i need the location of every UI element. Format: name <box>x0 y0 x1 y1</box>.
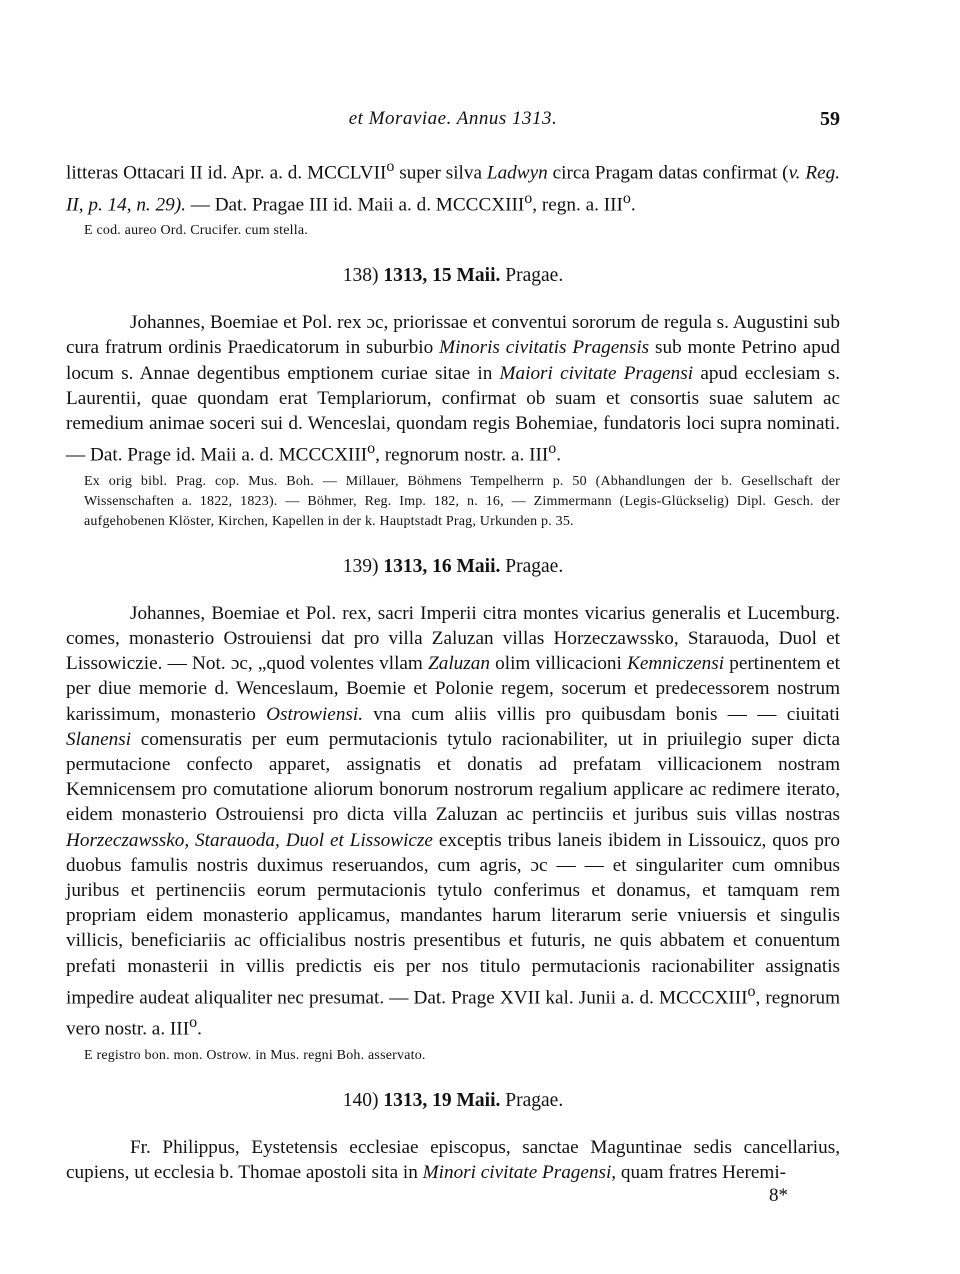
entry-number: 140) <box>342 1090 384 1112</box>
text-run: circa Pragam datas confirmat ( <box>547 162 789 184</box>
entry-paragraph-138 <box>66 310 840 468</box>
entry-number: 138) <box>342 265 384 287</box>
running-title: et Moraviae. Annus 1313. <box>348 108 558 129</box>
text-run: super silva <box>394 162 487 184</box>
entry-heading-138 <box>66 263 840 289</box>
superscript: o <box>367 440 376 458</box>
italic-run: Ladwyn <box>486 162 548 184</box>
superscript: o <box>548 440 557 458</box>
text-run: . <box>197 1018 202 1040</box>
superscript: o <box>622 189 631 207</box>
italic-run: Slanensi <box>66 728 132 750</box>
superscript: o <box>189 1014 198 1032</box>
entry-place: Pragae. <box>500 555 564 577</box>
text-run: , regnorum nostr. a. III <box>375 444 549 466</box>
source-note: Ex orig bibl. Prag. cop. Mus. Boh. — Millauer, Böhmens Tempelherrn p. 50 (Abhandlungen der b. Gesellschaft der Wissenschaften a. 1822, 1823). — Böhmer, Reg. Imp. 182, n. 16, — Zimmermann (Legis-Glückselig) Dipl. Gesch. der aufgehobenen Klöster, Kirchen, Kapellen in der k. Hauptstadt Prag, Urkunden p. 35. <box>84 473 840 529</box>
italic-run: v. Reg. II, p. 14, n. 29). <box>66 162 840 215</box>
page-number: 59 <box>820 108 840 130</box>
text-run: Johannes, Boemiae et Pol. rex ɔc, priorissae et conventui sororum de regula s. Augustini sub cura fratrum ordinis Praedicatorum in suburbio <box>66 312 840 359</box>
signature-mark: 8* <box>769 1185 788 1207</box>
text-run: sub monte Petrino apud locum s. Annae degentibus emptionem curiae sitae in <box>66 337 840 384</box>
entry-paragraph-139 <box>66 601 840 1042</box>
entry-number: 139) <box>342 555 384 577</box>
superscript: o <box>524 189 533 207</box>
italic-run: Horzeczawssko, Starauoda, Duol et Lissowicze <box>66 829 433 851</box>
text-run: Fr. Philippus, Eystetensis ecclesiae episcopus, sanctae Maguntinae sedis cancellarius, cupiens, ut ecclesia b. Thomae apostoli sita in <box>66 1137 840 1184</box>
italic-run: Minoris civitatis Pragensis <box>439 337 650 359</box>
text-run: exceptis tribus laneis ibidem in Lissouicz, quos pro duobus famulis nostris duximus reseruandos, cum agris, ɔc — — et singulariter cum omnibus juribus et pertinenciis eorum permutacionis tytulo conferimus et donamus, et tamquam rem propriam eidem monasterio applicamus, mandantes harum literarum serie vniuersis et singulis villicis, beneficiariis ac officialibus nostris presentibus et futuris, ne quis abbatem et conuentum prefati monasterii in villis predictis eis per nos titulo permutacionis racionabiliter assignatis impedire audeat aliqualiter nec presumat. — Dat. Prage XVII kal. Junii a. d. MCCCXIII <box>66 829 841 1009</box>
source-note: E registro bon. mon. Ostrow. in Mus. regni Boh. asservato. <box>84 1048 426 1064</box>
italic-run: Minori civitate Pragensi, <box>422 1162 617 1184</box>
text-run: . <box>556 444 562 466</box>
text-run: litteras Ottacari II id. Apr. a. d. MCCLVII <box>66 162 387 184</box>
entry-date: 1313, 16 Maii. <box>383 555 501 577</box>
superscript: o <box>386 158 395 175</box>
entry-place: Pragae. <box>500 265 564 287</box>
page-body <box>66 154 840 1207</box>
text-run: olim villicacioni <box>489 653 628 675</box>
text-run: vna cum aliis villis pro quibusdam bonis — — ciuitati <box>363 703 840 725</box>
text-run: , regn. a. III <box>532 193 623 215</box>
entry-heading-139 <box>66 554 840 580</box>
entry-paragraph-140 <box>66 1135 840 1185</box>
text-run: Johannes, Boemiae et Pol. rex, sacri Imperii citra montes vicarius generalis et Lucemburg. comes, monasterio Ostrouiensi dat pro villa Zaluzan villas Horzeczawssko, Starauoda, Duol et Lissowiczie. — Not. ɔc, „quod volentes vllam <box>66 602 840 675</box>
text-run: apud ecclesiam s. Laurentii, quae quondam erat Templariorum, confirmat ob suam et consortis suae salutem ac remedium animae soceri sui d. Wenceslai, quondam regis Bohemiae, fundatoris loci supra nominati. — Dat. Prage id. Maii a. d. MCCCXIII <box>66 362 840 466</box>
source-note: E cod. aureo Ord. Crucifer. cum stella. <box>84 223 308 239</box>
text-run: . <box>630 193 636 215</box>
italic-run: Zaluzan <box>428 653 490 675</box>
page-header <box>66 108 840 136</box>
entry-place: Pragae. <box>500 1090 564 1112</box>
text-run: — Dat. Pragae III id. Maii a. d. MCCCXIII <box>185 193 525 215</box>
entry-heading-140 <box>66 1088 840 1114</box>
text-run: quam fratres Heremi- <box>616 1162 787 1184</box>
italic-run: Kemniczensi <box>627 653 725 675</box>
italic-run: Maiori civitate Pragensi <box>499 362 694 384</box>
superscript: o <box>747 982 756 1000</box>
continued-paragraph <box>66 154 840 217</box>
text-run: , regnorum vero nostr. a. III <box>66 987 840 1040</box>
entry-date: 1313, 19 Maii. <box>383 1090 501 1112</box>
italic-run: Ostrowiensi. <box>266 703 364 725</box>
entry-date: 1313, 15 Maii. <box>383 265 501 287</box>
text-run: pertinentem et per diue memorie d. Wenceslaum, Boemie et Polonie regem, socerum et predecessorem nostrum karissimum, monasterio <box>66 653 840 725</box>
text-run: comensuratis per eum permutacionis tytulo racionabiliter, ut in priuilegio super dicta permutacione confecto apparet, assignatis et donatis ad prefatam villicacionem nostram Kemnicensem pro comutatione aliorum bonorum nostrorum regalium applicare ac redimere iterato, eidem monasterio Ostrouiensi pro dicta villa Zaluzan ac pertinciis et juribus suis villas nostras <box>66 728 840 826</box>
